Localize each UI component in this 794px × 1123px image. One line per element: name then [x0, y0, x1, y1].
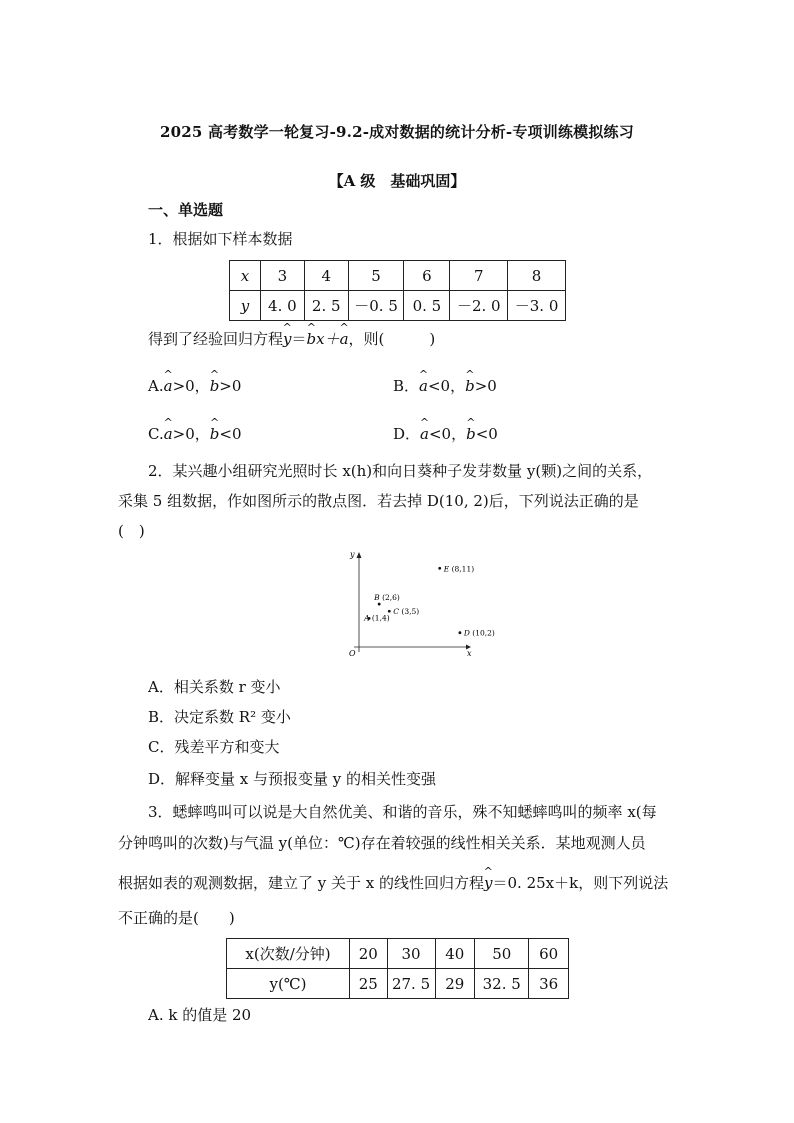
- option-text: >0，: [172, 377, 210, 395]
- q1-option-c[interactable]: [148, 424, 242, 444]
- q3-option-a[interactable]: A. k 的值是 20: [148, 1006, 252, 1024]
- a-hat: ^ a: [164, 376, 173, 396]
- b-hat: ^ b: [210, 376, 220, 396]
- q1-equation-pre: 得到了经验回归方程: [148, 330, 284, 348]
- q3-line-3-post: ＝0. 25x＋k，则下列说法: [492, 874, 669, 892]
- option-letter: C.: [148, 425, 164, 443]
- b-hat: ^ b: [465, 376, 475, 396]
- point-label: A (1,4): [364, 613, 390, 623]
- table-row: [230, 261, 566, 291]
- option-text: <0: [219, 425, 242, 443]
- table-cell: 36: [529, 969, 569, 999]
- table-cell: 50: [475, 939, 529, 969]
- table-row: [227, 969, 569, 999]
- option-text: <0: [475, 425, 498, 443]
- q2-line-2: 采集 5 组数据，作如图所示的散点图．若去掉 D(10, 2)后，下列说法正确的是: [118, 492, 639, 510]
- equals-sign: ＝: [291, 330, 307, 348]
- y-hat: ^ y: [484, 873, 492, 893]
- table-cell: 4: [304, 261, 348, 291]
- origin-label: O: [349, 649, 356, 658]
- q3-line-3-pre: 根据如表的观测数据，建立了 y 关于 x 的线性回归方程: [118, 874, 485, 892]
- table-cell: 4. 0: [260, 291, 304, 321]
- scatter-point: [438, 567, 441, 570]
- table-cell: －2. 0: [450, 291, 508, 321]
- table-cell: 8: [508, 261, 566, 291]
- b-hat: ^ b: [466, 424, 476, 444]
- table-cell: －0. 5: [348, 291, 404, 321]
- option-text: >0，: [172, 425, 210, 443]
- page-title: 2025 高考数学一轮复习-9.2-成对数据的统计分析-专项训练模拟练习: [160, 123, 634, 141]
- table-header-x: x: [230, 261, 261, 291]
- a-hat: ^ a: [419, 376, 428, 396]
- q1-equation-line: [148, 329, 435, 349]
- b-hat: ^ b: [210, 424, 220, 444]
- table-cell: 0. 5: [404, 291, 450, 321]
- q2-option-b[interactable]: B．决定系数 R² 变小: [148, 708, 291, 726]
- q1-stem: 1．根据如下样本数据: [148, 230, 293, 248]
- point-label: B (2,6): [374, 593, 400, 603]
- point-label: D (10,2): [463, 628, 495, 638]
- table-cell: 25: [350, 969, 388, 999]
- x-term: x＋: [316, 330, 340, 348]
- q2-line-3: ( ): [118, 522, 145, 540]
- table-header-y: y: [230, 291, 261, 321]
- point-label: C (3,5): [393, 607, 420, 617]
- table-cell: 5: [348, 261, 404, 291]
- scatter-point: [459, 631, 462, 634]
- option-letter: A.: [148, 377, 164, 395]
- option-text: <0，: [427, 377, 466, 395]
- q3-table: [226, 938, 569, 999]
- scatter-point: [388, 610, 391, 613]
- option-text: >0: [219, 377, 242, 395]
- section-heading: 一、单选题: [148, 201, 224, 219]
- x-axis-label: x: [467, 649, 472, 658]
- q1-option-d[interactable]: [393, 424, 498, 444]
- q1-option-b[interactable]: [393, 376, 497, 396]
- q3-line-2: 分钟鸣叫的次数)与气温 y(单位：℃)存在着较强的线性相关关系．某地观测人员: [118, 834, 646, 852]
- table-row: [227, 939, 569, 969]
- table-header-x: x(次数/分钟): [227, 939, 350, 969]
- a-hat: ^ a: [164, 424, 173, 444]
- b-hat: ^ b: [307, 329, 317, 349]
- table-header-y: y(℃): [227, 969, 350, 999]
- option-letter: B．: [393, 377, 420, 395]
- table-cell: 7: [450, 261, 508, 291]
- q1-table: [229, 260, 566, 321]
- table-cell: 29: [435, 969, 475, 999]
- a-hat: ^ a: [340, 329, 349, 349]
- table-row: [230, 291, 566, 321]
- option-letter: D．: [393, 425, 421, 443]
- y-hat: ^ y: [283, 329, 291, 349]
- option-text: <0，: [428, 425, 467, 443]
- table-cell: 20: [350, 939, 388, 969]
- table-cell: 60: [529, 939, 569, 969]
- a-hat: ^ a: [420, 424, 429, 444]
- table-cell: 6: [404, 261, 450, 291]
- scatter-plot: [340, 546, 495, 661]
- option-text: >0: [474, 377, 497, 395]
- table-cell: －3. 0: [508, 291, 566, 321]
- scatter-points: [363, 564, 495, 637]
- table-cell: 27. 5: [387, 969, 435, 999]
- q3-line-1: 3．蟋蟀鸣叫可以说是大自然优美、和谐的音乐，殊不知蟋蟀鸣叫的频率 x(每: [148, 803, 657, 821]
- scatter-point: [378, 603, 381, 606]
- q2-line-1: 2．某兴趣小组研究光照时长 x(h)和向日葵种子发芽数量 y(颗)之间的关系，: [148, 462, 653, 480]
- q2-option-a[interactable]: A．相关系数 r 变小: [148, 678, 281, 696]
- point-label: E (8,11): [443, 564, 475, 574]
- table-cell: 30: [387, 939, 435, 969]
- y-axis-arrow-icon: [357, 552, 362, 558]
- table-cell: 3: [260, 261, 304, 291]
- q3-line-3: [118, 873, 668, 893]
- q1-equation-post: ，则( ): [348, 330, 436, 348]
- q2-option-d[interactable]: D．解释变量 x 与预报变量 y 的相关性变强: [148, 770, 437, 788]
- level-heading: 【A 级 基础巩固】: [328, 172, 466, 190]
- table-cell: 2. 5: [304, 291, 348, 321]
- q1-option-a[interactable]: [148, 376, 241, 396]
- q2-option-c[interactable]: C．残差平方和变大: [148, 738, 280, 756]
- table-cell: 32. 5: [475, 969, 529, 999]
- q3-line-4: 不正确的是( ): [118, 909, 235, 927]
- table-cell: 40: [435, 939, 475, 969]
- y-axis-label: y: [350, 550, 355, 559]
